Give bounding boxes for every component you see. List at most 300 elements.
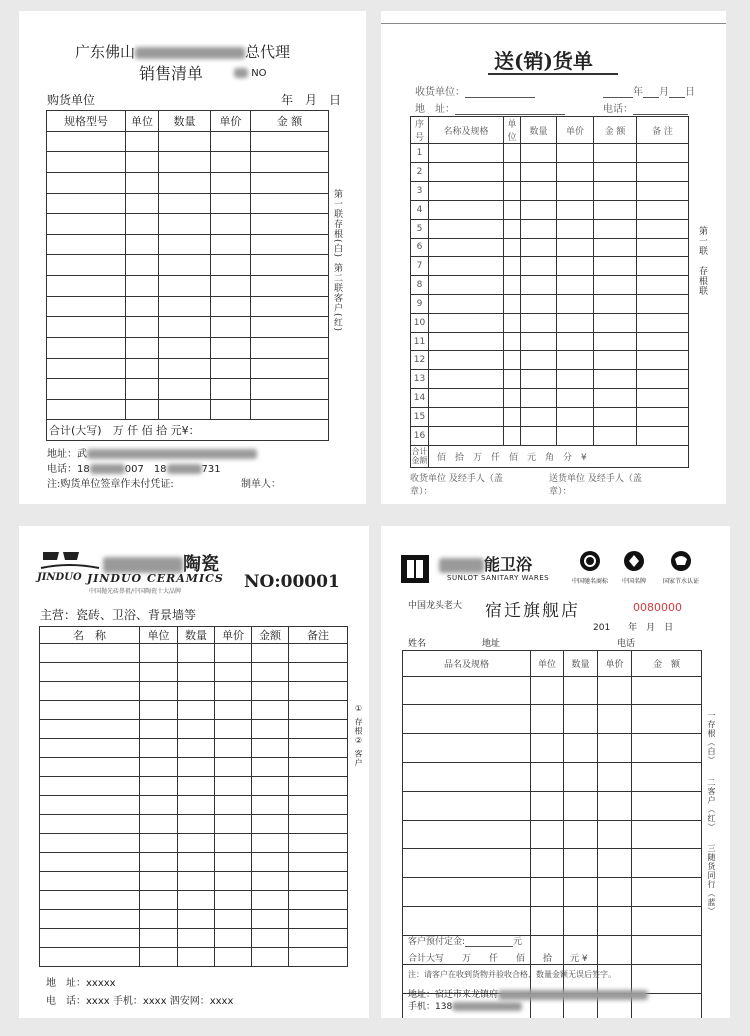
table-cell[interactable]	[178, 853, 215, 872]
table-cell[interactable]	[594, 200, 637, 219]
table-cell[interactable]	[521, 163, 557, 182]
table-cell[interactable]	[47, 152, 126, 173]
table-cell[interactable]	[564, 734, 598, 763]
table-cell[interactable]	[598, 676, 632, 705]
table-cell[interactable]	[289, 739, 348, 758]
table-cell[interactable]	[215, 644, 252, 663]
table-cell[interactable]	[47, 296, 126, 317]
table-cell[interactable]	[429, 332, 504, 351]
table-cell[interactable]	[557, 238, 594, 257]
table-cell[interactable]	[47, 234, 126, 255]
table-cell[interactable]	[429, 294, 504, 313]
table-cell[interactable]	[637, 144, 689, 163]
table-cell[interactable]	[40, 872, 140, 891]
table-cell[interactable]	[140, 758, 178, 777]
table-cell[interactable]	[40, 682, 140, 701]
table-cell[interactable]	[40, 777, 140, 796]
table-cell[interactable]	[557, 294, 594, 313]
table-cell[interactable]	[178, 777, 215, 796]
table-cell[interactable]	[289, 815, 348, 834]
table-cell[interactable]	[252, 948, 289, 967]
table-cell[interactable]	[47, 379, 126, 400]
table-cell[interactable]	[521, 200, 557, 219]
table-cell[interactable]	[531, 849, 564, 878]
table-cell[interactable]	[594, 257, 637, 276]
table-cell[interactable]	[594, 219, 637, 238]
table-cell[interactable]	[126, 131, 159, 152]
table-cell[interactable]	[211, 358, 251, 379]
table-cell[interactable]	[252, 758, 289, 777]
table-cell[interactable]	[251, 276, 329, 297]
table-cell[interactable]	[40, 758, 140, 777]
table-cell[interactable]	[47, 255, 126, 276]
table-cell[interactable]	[429, 163, 504, 182]
table-cell[interactable]	[178, 720, 215, 739]
table-cell[interactable]	[252, 853, 289, 872]
table-cell[interactable]	[403, 676, 531, 705]
table-cell[interactable]	[289, 834, 348, 853]
table-cell[interactable]	[637, 182, 689, 201]
table-cell[interactable]	[215, 739, 252, 758]
table-cell[interactable]	[126, 296, 159, 317]
table-cell[interactable]	[632, 676, 702, 705]
table-cell[interactable]	[531, 907, 564, 936]
table-cell[interactable]	[251, 255, 329, 276]
table-cell[interactable]	[252, 701, 289, 720]
table-cell[interactable]	[598, 849, 632, 878]
table-cell[interactable]	[429, 219, 504, 238]
table-cell[interactable]	[504, 389, 521, 408]
table-cell[interactable]	[594, 370, 637, 389]
table-cell[interactable]	[632, 820, 702, 849]
table-cell[interactable]	[521, 182, 557, 201]
table-cell[interactable]	[403, 849, 531, 878]
table-cell[interactable]	[637, 276, 689, 295]
table-cell[interactable]	[252, 872, 289, 891]
table-cell[interactable]	[40, 929, 140, 948]
table-cell[interactable]	[126, 234, 159, 255]
table-cell[interactable]	[251, 296, 329, 317]
table-cell[interactable]	[637, 407, 689, 426]
table-cell[interactable]	[126, 399, 159, 420]
table-cell[interactable]	[159, 276, 211, 297]
table-cell[interactable]	[632, 907, 702, 936]
table-cell[interactable]	[289, 644, 348, 663]
table-cell[interactable]	[252, 720, 289, 739]
table-cell[interactable]	[504, 294, 521, 313]
table-cell[interactable]	[594, 276, 637, 295]
table-cell[interactable]	[215, 663, 252, 682]
table-cell[interactable]	[598, 820, 632, 849]
table-cell[interactable]	[429, 144, 504, 163]
table-cell[interactable]	[159, 172, 211, 193]
table-cell[interactable]	[140, 853, 178, 872]
table-cell[interactable]	[251, 172, 329, 193]
table-cell[interactable]	[215, 758, 252, 777]
table-cell[interactable]	[564, 878, 598, 907]
table-cell[interactable]	[140, 701, 178, 720]
table-cell[interactable]	[126, 152, 159, 173]
table-cell[interactable]	[403, 705, 531, 734]
table-cell[interactable]	[521, 257, 557, 276]
table-cell[interactable]	[215, 910, 252, 929]
table-cell[interactable]	[504, 144, 521, 163]
table-cell[interactable]	[531, 791, 564, 820]
table-cell[interactable]	[251, 214, 329, 235]
table-cell[interactable]	[521, 219, 557, 238]
table-cell[interactable]	[504, 313, 521, 332]
table-cell[interactable]	[637, 200, 689, 219]
table-cell[interactable]	[40, 948, 140, 967]
table-cell[interactable]	[504, 426, 521, 445]
table-cell[interactable]	[159, 317, 211, 338]
table-cell[interactable]	[403, 763, 531, 792]
table-cell[interactable]	[252, 796, 289, 815]
table-cell[interactable]	[637, 294, 689, 313]
table-cell[interactable]	[531, 705, 564, 734]
table-cell[interactable]	[632, 849, 702, 878]
table-cell[interactable]	[637, 163, 689, 182]
table-cell[interactable]	[140, 815, 178, 834]
table-cell[interactable]	[504, 219, 521, 238]
table-cell[interactable]	[40, 796, 140, 815]
table-cell[interactable]	[289, 853, 348, 872]
table-cell[interactable]	[557, 257, 594, 276]
table-cell[interactable]	[178, 834, 215, 853]
table-cell[interactable]	[140, 777, 178, 796]
table-cell[interactable]	[211, 255, 251, 276]
table-cell[interactable]	[594, 313, 637, 332]
table-cell[interactable]	[40, 815, 140, 834]
table-cell[interactable]	[178, 644, 215, 663]
table-cell[interactable]	[594, 294, 637, 313]
table-cell[interactable]	[211, 276, 251, 297]
table-cell[interactable]	[429, 182, 504, 201]
table-cell[interactable]	[521, 238, 557, 257]
table-cell[interactable]	[215, 891, 252, 910]
table-cell[interactable]	[159, 358, 211, 379]
table-cell[interactable]	[252, 815, 289, 834]
table-cell[interactable]	[594, 332, 637, 351]
table-cell[interactable]	[140, 834, 178, 853]
table-cell[interactable]	[403, 791, 531, 820]
table-cell[interactable]	[126, 193, 159, 214]
table-cell[interactable]	[251, 358, 329, 379]
table-cell[interactable]	[140, 872, 178, 891]
table-cell[interactable]	[251, 131, 329, 152]
table-cell[interactable]	[504, 370, 521, 389]
table-cell[interactable]	[211, 152, 251, 173]
table-cell[interactable]	[429, 200, 504, 219]
table-cell[interactable]	[521, 144, 557, 163]
table-cell[interactable]	[594, 426, 637, 445]
table-cell[interactable]	[598, 705, 632, 734]
table-cell[interactable]	[289, 701, 348, 720]
table-cell[interactable]	[140, 891, 178, 910]
table-cell[interactable]	[289, 796, 348, 815]
table-cell[interactable]	[598, 763, 632, 792]
table-cell[interactable]	[126, 379, 159, 400]
table-cell[interactable]	[140, 663, 178, 682]
table-cell[interactable]	[178, 910, 215, 929]
table-cell[interactable]	[211, 317, 251, 338]
table-cell[interactable]	[251, 399, 329, 420]
table-cell[interactable]	[531, 676, 564, 705]
table-cell[interactable]	[252, 834, 289, 853]
table-cell[interactable]	[637, 426, 689, 445]
table-cell[interactable]	[178, 663, 215, 682]
table-cell[interactable]	[215, 815, 252, 834]
table-cell[interactable]	[47, 399, 126, 420]
table-cell[interactable]	[594, 163, 637, 182]
table-cell[interactable]	[557, 144, 594, 163]
table-cell[interactable]	[429, 389, 504, 408]
table-cell[interactable]	[429, 370, 504, 389]
table-cell[interactable]	[557, 332, 594, 351]
table-cell[interactable]	[251, 152, 329, 173]
table-cell[interactable]	[594, 182, 637, 201]
table-cell[interactable]	[126, 214, 159, 235]
table-cell[interactable]	[47, 276, 126, 297]
table-cell[interactable]	[40, 644, 140, 663]
table-cell[interactable]	[289, 872, 348, 891]
table-cell[interactable]	[215, 872, 252, 891]
table-cell[interactable]	[289, 948, 348, 967]
table-cell[interactable]	[504, 238, 521, 257]
table-cell[interactable]	[504, 276, 521, 295]
table-cell[interactable]	[178, 929, 215, 948]
table-cell[interactable]	[521, 332, 557, 351]
table-cell[interactable]	[504, 407, 521, 426]
table-cell[interactable]	[140, 910, 178, 929]
table-cell[interactable]	[211, 172, 251, 193]
table-cell[interactable]	[211, 379, 251, 400]
table-cell[interactable]	[159, 234, 211, 255]
table-cell[interactable]	[289, 929, 348, 948]
table-cell[interactable]	[504, 332, 521, 351]
table-cell[interactable]	[47, 131, 126, 152]
table-cell[interactable]	[252, 929, 289, 948]
table-cell[interactable]	[126, 255, 159, 276]
table-cell[interactable]	[178, 758, 215, 777]
table-cell[interactable]	[40, 910, 140, 929]
table-cell[interactable]	[140, 929, 178, 948]
table-cell[interactable]	[429, 313, 504, 332]
table-cell[interactable]	[429, 238, 504, 257]
table-cell[interactable]	[211, 337, 251, 358]
table-cell[interactable]	[40, 853, 140, 872]
table-cell[interactable]	[557, 276, 594, 295]
table-cell[interactable]	[637, 351, 689, 370]
table-cell[interactable]	[252, 739, 289, 758]
table-cell[interactable]	[598, 907, 632, 936]
table-cell[interactable]	[159, 255, 211, 276]
table-cell[interactable]	[251, 317, 329, 338]
table-cell[interactable]	[403, 907, 531, 936]
table-cell[interactable]	[140, 739, 178, 758]
table-cell[interactable]	[521, 370, 557, 389]
table-cell[interactable]	[594, 238, 637, 257]
table-cell[interactable]	[429, 276, 504, 295]
table-cell[interactable]	[159, 214, 211, 235]
table-cell[interactable]	[632, 791, 702, 820]
table-cell[interactable]	[594, 407, 637, 426]
table-cell[interactable]	[126, 172, 159, 193]
table-cell[interactable]	[521, 313, 557, 332]
table-cell[interactable]	[564, 820, 598, 849]
table-cell[interactable]	[251, 234, 329, 255]
table-cell[interactable]	[564, 907, 598, 936]
table-cell[interactable]	[557, 219, 594, 238]
table-cell[interactable]	[403, 820, 531, 849]
table-cell[interactable]	[289, 663, 348, 682]
table-cell[interactable]	[521, 276, 557, 295]
table-cell[interactable]	[140, 796, 178, 815]
table-cell[interactable]	[632, 705, 702, 734]
table-cell[interactable]	[557, 407, 594, 426]
table-cell[interactable]	[504, 257, 521, 276]
table-cell[interactable]	[159, 296, 211, 317]
table-cell[interactable]	[557, 313, 594, 332]
table-cell[interactable]	[159, 131, 211, 152]
table-cell[interactable]	[40, 834, 140, 853]
table-cell[interactable]	[215, 834, 252, 853]
table-cell[interactable]	[140, 720, 178, 739]
table-cell[interactable]	[637, 238, 689, 257]
table-cell[interactable]	[252, 891, 289, 910]
table-cell[interactable]	[40, 701, 140, 720]
table-cell[interactable]	[178, 796, 215, 815]
table-cell[interactable]	[159, 379, 211, 400]
table-cell[interactable]	[403, 878, 531, 907]
table-cell[interactable]	[521, 426, 557, 445]
table-cell[interactable]	[252, 663, 289, 682]
table-cell[interactable]	[178, 891, 215, 910]
table-cell[interactable]	[178, 815, 215, 834]
table-cell[interactable]	[215, 853, 252, 872]
table-cell[interactable]	[215, 796, 252, 815]
table-cell[interactable]	[251, 337, 329, 358]
table-cell[interactable]	[47, 214, 126, 235]
table-cell[interactable]	[40, 739, 140, 758]
table-cell[interactable]	[557, 351, 594, 370]
table-cell[interactable]	[159, 193, 211, 214]
table-cell[interactable]	[215, 929, 252, 948]
table-cell[interactable]	[289, 720, 348, 739]
table-cell[interactable]	[632, 734, 702, 763]
table-cell[interactable]	[126, 358, 159, 379]
table-cell[interactable]	[252, 682, 289, 701]
table-cell[interactable]	[211, 234, 251, 255]
table-cell[interactable]	[215, 777, 252, 796]
table-cell[interactable]	[47, 358, 126, 379]
table-cell[interactable]	[126, 276, 159, 297]
table-cell[interactable]	[557, 163, 594, 182]
table-cell[interactable]	[564, 676, 598, 705]
table-cell[interactable]	[521, 351, 557, 370]
table-cell[interactable]	[531, 734, 564, 763]
table-cell[interactable]	[289, 758, 348, 777]
table-cell[interactable]	[47, 337, 126, 358]
table-cell[interactable]	[140, 948, 178, 967]
table-cell[interactable]	[557, 182, 594, 201]
table-cell[interactable]	[215, 720, 252, 739]
table-cell[interactable]	[178, 682, 215, 701]
table-cell[interactable]	[557, 389, 594, 408]
table-cell[interactable]	[252, 777, 289, 796]
table-cell[interactable]	[211, 399, 251, 420]
table-cell[interactable]	[598, 734, 632, 763]
table-cell[interactable]	[564, 791, 598, 820]
table-cell[interactable]	[289, 682, 348, 701]
table-cell[interactable]	[215, 701, 252, 720]
table-cell[interactable]	[40, 891, 140, 910]
table-cell[interactable]	[521, 407, 557, 426]
table-cell[interactable]	[403, 734, 531, 763]
table-cell[interactable]	[632, 935, 702, 964]
table-cell[interactable]	[632, 878, 702, 907]
table-cell[interactable]	[47, 317, 126, 338]
table-cell[interactable]	[564, 763, 598, 792]
table-cell[interactable]	[637, 219, 689, 238]
table-cell[interactable]	[429, 351, 504, 370]
table-cell[interactable]	[531, 878, 564, 907]
table-cell[interactable]	[632, 763, 702, 792]
table-cell[interactable]	[126, 337, 159, 358]
table-cell[interactable]	[504, 163, 521, 182]
table-cell[interactable]	[531, 763, 564, 792]
table-cell[interactable]	[211, 131, 251, 152]
table-cell[interactable]	[211, 296, 251, 317]
table-cell[interactable]	[598, 791, 632, 820]
table-cell[interactable]	[557, 370, 594, 389]
table-cell[interactable]	[215, 682, 252, 701]
table-cell[interactable]	[211, 193, 251, 214]
table-cell[interactable]	[289, 891, 348, 910]
table-cell[interactable]	[159, 399, 211, 420]
table-cell[interactable]	[504, 182, 521, 201]
table-cell[interactable]	[47, 193, 126, 214]
table-cell[interactable]	[598, 878, 632, 907]
table-cell[interactable]	[47, 172, 126, 193]
table-cell[interactable]	[564, 849, 598, 878]
table-cell[interactable]	[637, 389, 689, 408]
table-cell[interactable]	[594, 389, 637, 408]
table-cell[interactable]	[159, 337, 211, 358]
table-cell[interactable]	[637, 257, 689, 276]
table-cell[interactable]	[637, 370, 689, 389]
table-cell[interactable]	[40, 663, 140, 682]
table-cell[interactable]	[557, 200, 594, 219]
table-cell[interactable]	[178, 739, 215, 758]
table-cell[interactable]	[178, 701, 215, 720]
table-cell[interactable]	[594, 351, 637, 370]
table-cell[interactable]	[251, 379, 329, 400]
table-cell[interactable]	[429, 257, 504, 276]
table-cell[interactable]	[557, 426, 594, 445]
table-cell[interactable]	[429, 407, 504, 426]
table-cell[interactable]	[140, 682, 178, 701]
table-cell[interactable]	[289, 777, 348, 796]
table-cell[interactable]	[215, 948, 252, 967]
table-cell[interactable]	[289, 910, 348, 929]
table-cell[interactable]	[252, 644, 289, 663]
table-cell[interactable]	[178, 872, 215, 891]
table-cell[interactable]	[504, 351, 521, 370]
table-cell[interactable]	[140, 644, 178, 663]
table-cell[interactable]	[637, 332, 689, 351]
table-cell[interactable]	[252, 910, 289, 929]
